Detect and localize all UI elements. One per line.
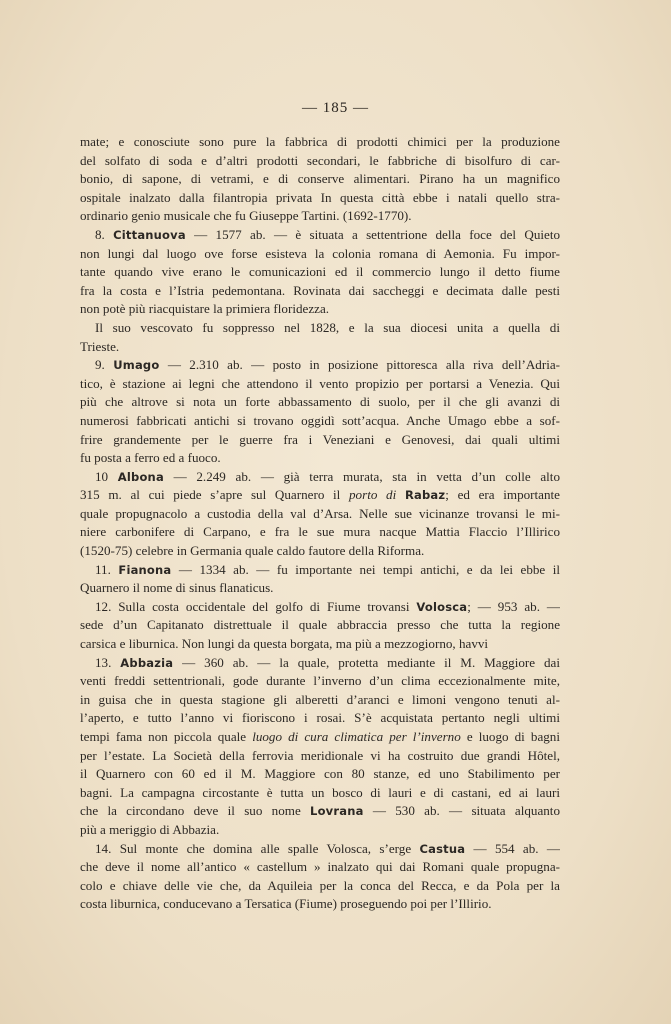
text-line	[80, 821, 560, 840]
text-segment: 315 m. al cui piede s’apre sul Quarnero il	[80, 487, 349, 503]
text-segment: 9.	[95, 357, 114, 373]
text-segment: 8.	[95, 226, 114, 242]
text-segment: bonio, di sapone, di vetrami, e di conserve alimentari. Pirano ha un magnifico	[80, 171, 560, 187]
text-segment: non potè più riacquistare la primiera floridezza.	[80, 301, 330, 317]
text-line	[80, 709, 560, 728]
text-line	[80, 616, 560, 635]
text-segment: (1520-75) celebre in Germania quale caldo fautore della Riforma.	[80, 543, 425, 559]
text-segment: e luogo di bagni	[460, 729, 560, 744]
text-line	[80, 393, 560, 412]
text-segment: ordinario genio musicale che fu Giuseppe Tartini. (1692-1770).	[80, 208, 412, 224]
italic-phrase: luogo di cura climatica per l’inverno	[252, 729, 461, 744]
text-segment: fu posta a ferro ed a fuoco.	[80, 450, 221, 466]
text-segment: ; ed era importante	[445, 487, 560, 503]
text-line	[80, 635, 560, 654]
place-name: Rabaz	[404, 488, 446, 503]
text-line	[80, 505, 560, 524]
text-line	[80, 431, 560, 450]
text-segment: non lungi dal luogo ove forse esisteva la colonia romana di Aemonia. Fu impor-	[80, 245, 560, 261]
text-line	[80, 486, 560, 505]
text-segment: 13.	[95, 654, 121, 670]
text-line	[80, 226, 560, 245]
text-segment: Trieste.	[80, 338, 120, 354]
text-segment: 12. Sulla costa occidentale del golfo di Fiume trovansi	[95, 598, 417, 614]
text-segment: colo e chiave delle vie che, da Aquileia per la conca del Recca, e da Pola per la	[80, 877, 560, 893]
text-segment: fra la costa e l’Istria pedemontana. Rovinata dai saccheggi e decimata dalle pesti	[80, 282, 560, 298]
text-line	[80, 579, 560, 598]
text-segment: che deve il nome all’antico « castellum » inalzato qui dai Romani quale propugna-	[80, 859, 560, 875]
text-segment: carsica e liburnica. Non lungi da questa borgata, ma più a mezzogiorno, havvi	[80, 636, 489, 652]
place-name: Albona	[117, 469, 164, 484]
text-line	[80, 319, 560, 338]
text-segment: — 2.310 ab. — posto in posizione pittoresca alla riva dell’Adria-	[159, 357, 560, 373]
text-segment: — 1334 ab. — fu importante nei tempi antichi, e da lei ebbe il	[171, 561, 560, 577]
text-segment: l’aperto, e tutto l’anno vi fioriscono i rosai. S’è acquistata pertanto negli ultimi	[80, 710, 560, 726]
text-line	[80, 877, 560, 896]
text-line	[80, 412, 560, 431]
place-name: Lovrana	[310, 804, 364, 819]
text-line	[80, 282, 560, 301]
text-line	[80, 654, 560, 673]
text-line	[80, 338, 560, 357]
place-name: Castua	[419, 841, 466, 856]
text-segment	[396, 487, 405, 502]
text-segment: — 2.249 ab. — già terra murata, sta in vetta d’un colle alto	[163, 468, 560, 484]
text-line	[80, 784, 560, 803]
body-text	[80, 133, 560, 914]
text-segment: tante quando vive erano le comunicazioni ed il commercio lungo il detto fiume	[80, 264, 560, 280]
text-segment: del solfato di soda e d’altri prodotti secondari, le fabbriche di bisolfuro di car-	[80, 152, 560, 168]
text-line	[80, 542, 560, 561]
text-line	[80, 728, 560, 747]
text-segment: tempi fama non piccola quale	[80, 729, 253, 744]
text-segment: più a meriggio di Abbazia.	[80, 821, 220, 837]
text-segment: — 554 ab. —	[465, 840, 560, 856]
text-segment: — 360 ab. — la quale, protetta mediante il M. Maggiore dai	[173, 654, 560, 670]
text-segment: più che altrove si nota un forte abbassamento di suolo, per il che gli avanzi di	[80, 394, 560, 410]
text-line	[80, 152, 560, 171]
text-line	[80, 170, 560, 189]
text-segment: 11.	[95, 561, 119, 577]
text-line	[80, 133, 560, 152]
text-line	[80, 561, 560, 580]
text-line	[80, 895, 560, 914]
text-line	[80, 672, 560, 691]
place-name: Volosca	[416, 599, 468, 614]
text-segment: venti freddi settentrionali, gode durante l’inverno d’un clima eccezionalmente mite,	[80, 673, 560, 689]
text-segment: sede d’un Capitanato distrettuale il quale abbraccia presso che tutta la regione	[80, 617, 560, 633]
text-line	[80, 802, 560, 821]
text-line	[80, 189, 560, 208]
text-line	[80, 747, 560, 766]
place-name: Umago	[113, 358, 160, 373]
text-line	[80, 245, 560, 264]
text-segment: Il suo vescovato fu soppresso nel 1828, e la sua diocesi unita a quella di	[95, 319, 560, 335]
text-line	[80, 207, 560, 226]
text-segment: — 530 ab. — situata alquanto	[363, 803, 560, 819]
text-line	[80, 691, 560, 710]
text-segment: tico, è stazione ai legni che attendono il vento propizio per portarsi a Venezia. Qui	[80, 375, 560, 391]
text-segment: Quarnero il nome di sinus flanaticus.	[80, 580, 274, 596]
text-segment: per l’estate. La Società della ferrovia meridionale vi ha costruito due grandi Hôtel,	[80, 747, 560, 763]
text-line	[80, 598, 560, 617]
text-line	[80, 300, 560, 319]
place-name: Abbazia	[120, 655, 174, 670]
italic-phrase: porto di	[349, 487, 397, 503]
text-segment: 10	[95, 468, 118, 484]
text-line	[80, 375, 560, 394]
text-segment: che la circondano deve il suo nome	[80, 803, 311, 819]
text-segment: costa liburnica, conducevano a Tersatica (Fiume) proseguendo poi per l’Illirio.	[80, 896, 492, 912]
text-segment: ; — 953 ab. —	[467, 598, 560, 614]
text-segment: il Quarnero con 60 ed il M. Maggiore con 80 stanze, ed uno Stabilimento per	[80, 766, 560, 782]
text-line	[80, 858, 560, 877]
text-segment: quale propugnacolo a custodia della val d’Arsa. Nelle sue vicinanze trovansi le mi-	[80, 505, 560, 521]
text-line	[80, 356, 560, 375]
text-segment: — 1577 ab. — è situata a settentrione della foce del Quieto	[185, 226, 560, 242]
place-name: Cittanuova	[113, 227, 186, 242]
text-line	[80, 840, 560, 859]
place-name: Fianona	[118, 562, 172, 577]
text-line	[80, 765, 560, 784]
text-line	[80, 449, 560, 468]
text-segment: 14. Sul monte che domina alle spalle Volosca, s’erge	[95, 840, 420, 856]
text-line	[80, 263, 560, 282]
text-segment: frire grandemente per le guerre fra i Veneziani e Genovesi, dai quali ultimi	[80, 431, 560, 447]
text-segment: mate; e conosciute sono pure la fabbrica di prodotti chimici per la produzione	[80, 134, 560, 149]
text-segment: ospitale inalzato dalla filantropia privata In questa città ebbe i natali quello stra-	[80, 189, 560, 205]
text-line	[80, 523, 560, 542]
text-line	[80, 468, 560, 487]
text-segment: numerosi fabbricati antichi si trovano oggidì sott’acqua. Anche Umago ebbe a sof-	[80, 412, 560, 428]
text-segment: bagni. La campagna circostante è tutta un bosco di lauri e di castani, ed ai lauri	[80, 784, 560, 800]
text-segment: in guisa che in questa stagione gli alberetti d’aranci e limoni vengono tenuti al-	[80, 691, 560, 707]
text-segment: niere carbonifere di Carpano, e fra le sue mura nacque Mattia Flaccio l’Illirico	[80, 524, 560, 540]
page-number: — 185 —	[302, 100, 369, 116]
